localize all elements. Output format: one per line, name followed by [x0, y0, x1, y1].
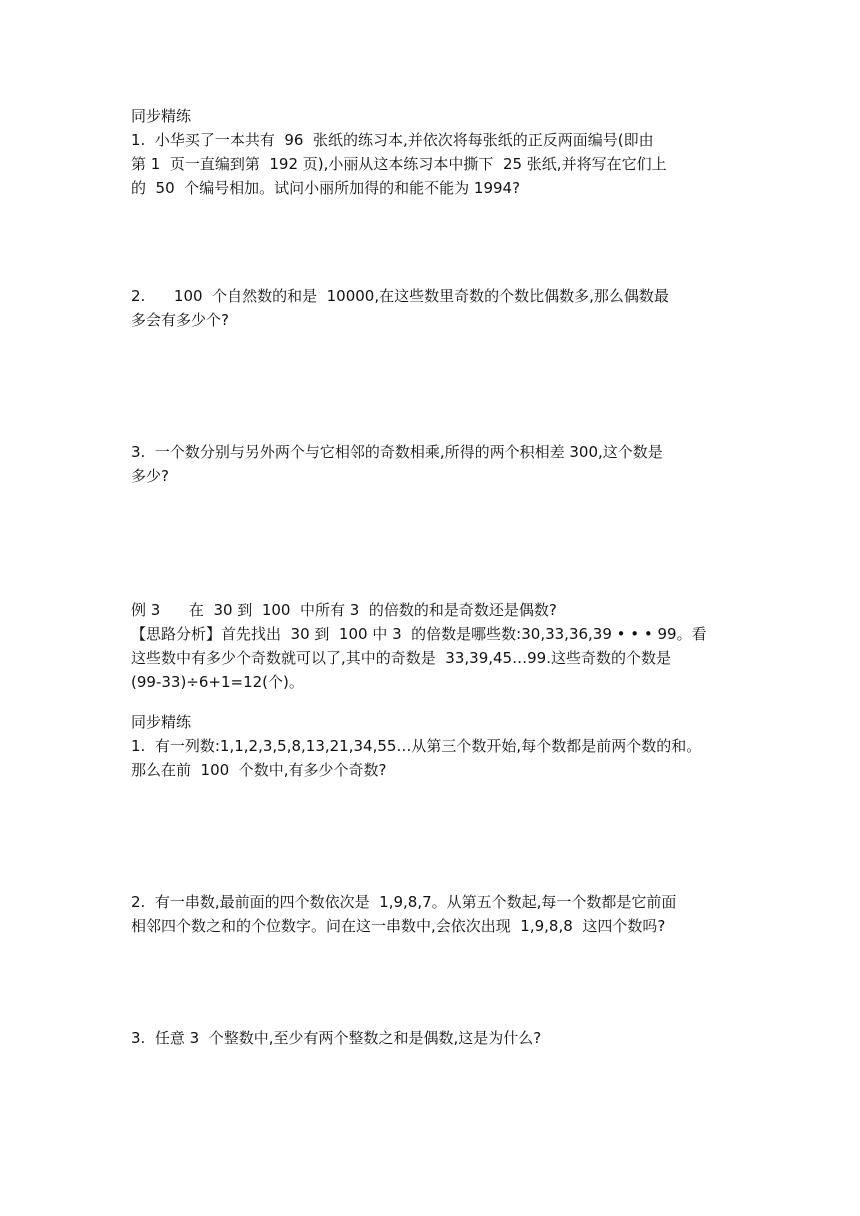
question-line: 多少? — [131, 467, 169, 485]
example-title: 例 3 在 30 到 100 中所有 3 的倍数的和是奇数还是偶数? — [131, 601, 557, 619]
section2-question-1 — [131, 734, 731, 782]
section1-question-1 — [131, 128, 731, 200]
question-line: 3. 任意 3 个整数中,至少有两个整数之和是偶数,这是为什么? — [131, 1029, 542, 1047]
example-3-block — [131, 598, 731, 694]
question-line: 2. 有一串数,最前面的四个数依次是 1,9,8,7。从第五个数起,每一个数都是它前面 — [131, 893, 677, 911]
analysis-line: (99-33)÷6+1=12(个)。 — [131, 673, 304, 691]
section1-question-3 — [131, 440, 731, 488]
section2-heading-block — [131, 710, 731, 734]
question-line: 的 50 个编号相加。试问小丽所加得的和能不能为 1994? — [131, 179, 521, 197]
question-line: 2. 100 个自然数的和是 10000,在这些数里奇数的个数比偶数多,那么偶数最 — [131, 287, 669, 305]
analysis-line: 【思路分析】首先找出 30 到 100 中 3 的倍数是哪些数:30,33,36,39 • • • 99。看 — [131, 625, 707, 643]
question-line: 3. 一个数分别与另外两个与它相邻的奇数相乘,所得的两个积相差 300,这个数是 — [131, 443, 663, 461]
section1-heading-block — [131, 104, 731, 128]
question-line: 相邻四个数之和的个位数字。问在这一串数中,会依次出现 1,9,8,8 这四个数吗? — [131, 917, 666, 935]
section2-question-2 — [131, 890, 731, 938]
section2-question-3 — [131, 1026, 731, 1050]
question-line: 1. 有一列数:1,1,2,3,5,8,13,21,34,55…从第三个数开始,每个数都是前两个数的和。 — [131, 737, 702, 755]
section1-question-2 — [131, 284, 731, 332]
analysis-line: 这些数中有多少个奇数就可以了,其中的奇数是 33,39,45…99.这些奇数的个数是 — [131, 649, 671, 667]
question-line: 1. 小华买了一本共有 96 张纸的练习本,并依次将每张纸的正反两面编号(即由 — [131, 131, 654, 149]
section-heading: 同步精练 — [131, 713, 192, 731]
question-line: 第 1 页一直编到第 192 页),小丽从这本练习本中撕下 25 张纸,并将写在它们上 — [131, 155, 667, 173]
section-heading: 同步精练 — [131, 107, 192, 125]
question-line: 那么在前 100 个数中,有多少个奇数? — [131, 761, 387, 779]
question-line: 多会有多少个? — [131, 311, 229, 329]
